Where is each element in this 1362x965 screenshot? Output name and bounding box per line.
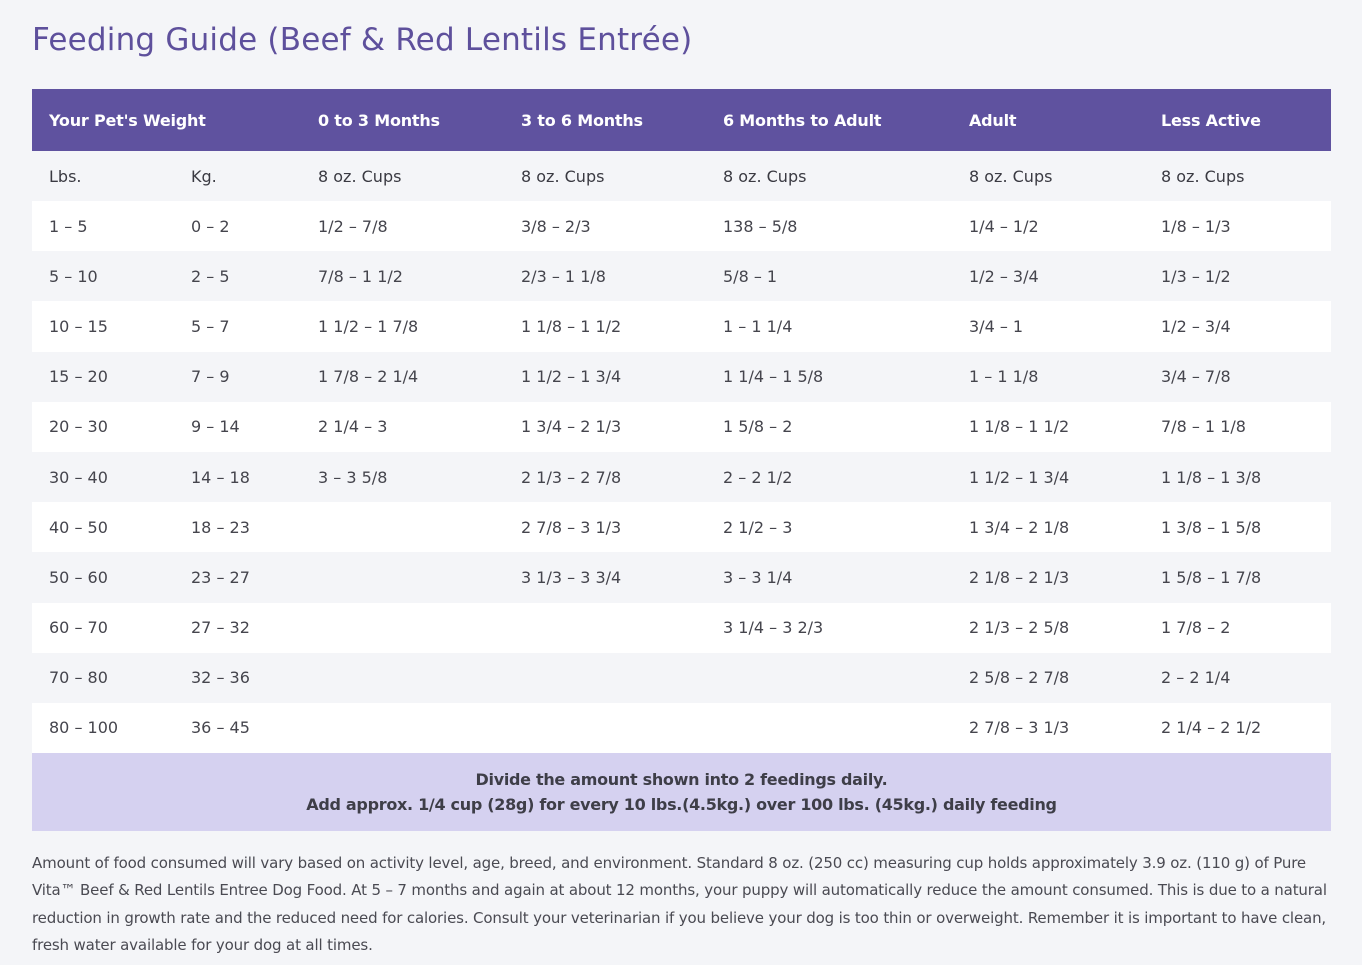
- less-active-cell: 1/3 – 1/2: [1144, 251, 1331, 301]
- unit-cups: 8 oz. Cups: [952, 151, 1144, 201]
- age-0-3-cell: [301, 502, 504, 552]
- kg-cell: 32 – 36: [174, 653, 301, 703]
- kg-cell: 0 – 2: [174, 201, 301, 251]
- table-row: [32, 703, 1331, 753]
- kg-cell: 14 – 18: [174, 452, 301, 502]
- kg-cell: 7 – 9: [174, 352, 301, 402]
- adult-cell: 2 1/3 – 2 5/8: [952, 603, 1144, 653]
- less-active-cell: 1 3/8 – 1 5/8: [1144, 502, 1331, 552]
- age-0-3-cell: 3 – 3 5/8: [301, 452, 504, 502]
- age-3-6-cell: 2 7/8 – 3 1/3: [504, 502, 706, 552]
- age-0-3-cell: [301, 603, 504, 653]
- age-6-adult-cell: 1 5/8 – 2: [706, 402, 952, 452]
- adult-cell: 1 1/2 – 1 3/4: [952, 452, 1144, 502]
- age-3-6-cell: 1 1/2 – 1 3/4: [504, 352, 706, 402]
- kg-cell: 18 – 23: [174, 502, 301, 552]
- footer-line-feedings: Divide the amount shown into 2 feedings daily.: [475, 770, 888, 790]
- feeding-note-paragraph: Amount of food consumed will vary based on activity level, age, breed, and environment. Standard 8 oz. (250 cc) measuring cup holds approximately 3.9 oz. (110 g) of Pure Vita™ Beef & Red Lentils Entree Dog Food. At 5 – 7 months and again at about 12 months, your puppy will automatically reduce the amount consumed. This is due to a natural reduction in growth rate and the reduced need for calories. Consult your veterinarian if you believe your dog is too thin or overweight. Remember it is important to have clean, fresh water available for your dog at all times.: [32, 854, 1327, 954]
- kg-cell: 9 – 14: [174, 402, 301, 452]
- less-active-cell: 3/4 – 7/8: [1144, 352, 1331, 402]
- less-active-cell: 2 – 2 1/4: [1144, 653, 1331, 703]
- kg-cell: 2 – 5: [174, 251, 301, 301]
- lbs-cell: 40 – 50: [32, 502, 174, 552]
- table-row: [32, 452, 1331, 502]
- age-0-3-cell: 1 7/8 – 2 1/4: [301, 352, 504, 402]
- age-6-adult-cell: 3 1/4 – 3 2/3: [706, 603, 952, 653]
- table-row: [32, 653, 1331, 703]
- lbs-cell: 30 – 40: [32, 452, 174, 502]
- feeding-guide-table: [32, 89, 1331, 831]
- age-0-3-cell: [301, 552, 504, 602]
- kg-cell: 36 – 45: [174, 703, 301, 753]
- less-active-cell: 1 7/8 – 2: [1144, 603, 1331, 653]
- lbs-cell: 70 – 80: [32, 653, 174, 703]
- table-footer-note: [32, 753, 1331, 831]
- age-0-3-cell: 1 1/2 – 1 7/8: [301, 301, 504, 351]
- header-6-months-to-adult: 6 Months to Adult: [706, 89, 952, 151]
- adult-cell: 2 1/8 – 2 1/3: [952, 552, 1144, 602]
- table-row: [32, 352, 1331, 402]
- unit-cups: 8 oz. Cups: [504, 151, 706, 201]
- table-header-row: [32, 89, 1331, 151]
- age-6-adult-cell: [706, 703, 952, 753]
- age-0-3-cell: [301, 653, 504, 703]
- less-active-cell: 7/8 – 1 1/8: [1144, 402, 1331, 452]
- table-row: [32, 402, 1331, 452]
- lbs-cell: 80 – 100: [32, 703, 174, 753]
- adult-cell: 2 7/8 – 3 1/3: [952, 703, 1144, 753]
- kg-cell: 5 – 7: [174, 301, 301, 351]
- age-6-adult-cell: 3 – 3 1/4: [706, 552, 952, 602]
- table-row: [32, 201, 1331, 251]
- lbs-cell: 1 – 5: [32, 201, 174, 251]
- age-3-6-cell: [504, 653, 706, 703]
- lbs-cell: 20 – 30: [32, 402, 174, 452]
- kg-cell: 27 – 32: [174, 603, 301, 653]
- page-title: Feeding Guide (Beef & Red Lentils Entrée): [32, 22, 693, 58]
- footer-line-extra: Add approx. 1/4 cup (28g) for every 10 lbs.(4.5kg.) over 100 lbs. (45kg.) daily feeding: [306, 795, 1057, 815]
- less-active-cell: 1/2 – 3/4: [1144, 301, 1331, 351]
- lbs-cell: 50 – 60: [32, 552, 174, 602]
- age-3-6-cell: [504, 703, 706, 753]
- less-active-cell: 1/8 – 1/3: [1144, 201, 1331, 251]
- unit-kg: Kg.: [174, 151, 301, 201]
- age-3-6-cell: 3/8 – 2/3: [504, 201, 706, 251]
- adult-cell: 1 – 1 1/8: [952, 352, 1144, 402]
- age-0-3-cell: 7/8 – 1 1/2: [301, 251, 504, 301]
- age-3-6-cell: 2 1/3 – 2 7/8: [504, 452, 706, 502]
- age-6-adult-cell: 1 1/4 – 1 5/8: [706, 352, 952, 402]
- less-active-cell: 1 5/8 – 1 7/8: [1144, 552, 1331, 602]
- age-3-6-cell: 2/3 – 1 1/8: [504, 251, 706, 301]
- header-adult: Adult: [952, 89, 1144, 151]
- table-row: [32, 603, 1331, 653]
- header-0-to-3-months: 0 to 3 Months: [301, 89, 504, 151]
- table-row: [32, 301, 1331, 351]
- age-0-3-cell: 2 1/4 – 3: [301, 402, 504, 452]
- lbs-cell: 15 – 20: [32, 352, 174, 402]
- adult-cell: 1/2 – 3/4: [952, 251, 1144, 301]
- lbs-cell: 10 – 15: [32, 301, 174, 351]
- unit-lbs: Lbs.: [32, 151, 174, 201]
- unit-cups: 8 oz. Cups: [706, 151, 952, 201]
- lbs-cell: 60 – 70: [32, 603, 174, 653]
- header-pet-weight: Your Pet's Weight: [32, 89, 174, 151]
- less-active-cell: 1 1/8 – 1 3/8: [1144, 452, 1331, 502]
- table-row: [32, 251, 1331, 301]
- age-3-6-cell: 3 1/3 – 3 3/4: [504, 552, 706, 602]
- unit-cups: 8 oz. Cups: [301, 151, 504, 201]
- less-active-cell: 2 1/4 – 2 1/2: [1144, 703, 1331, 753]
- adult-cell: 3/4 – 1: [952, 301, 1144, 351]
- lbs-cell: 5 – 10: [32, 251, 174, 301]
- units-row: [32, 151, 1331, 201]
- age-6-adult-cell: 2 – 2 1/2: [706, 452, 952, 502]
- age-3-6-cell: 1 1/8 – 1 1/2: [504, 301, 706, 351]
- kg-cell: 23 – 27: [174, 552, 301, 602]
- feeding-table: [32, 89, 1331, 753]
- age-6-adult-cell: 1 – 1 1/4: [706, 301, 952, 351]
- adult-cell: 1 1/8 – 1 1/2: [952, 402, 1144, 452]
- age-3-6-cell: [504, 603, 706, 653]
- table-row: [32, 552, 1331, 602]
- adult-cell: 1 3/4 – 2 1/8: [952, 502, 1144, 552]
- header-less-active: Less Active: [1144, 89, 1331, 151]
- age-6-adult-cell: [706, 653, 952, 703]
- age-3-6-cell: 1 3/4 – 2 1/3: [504, 402, 706, 452]
- adult-cell: 1/4 – 1/2: [952, 201, 1144, 251]
- adult-cell: 2 5/8 – 2 7/8: [952, 653, 1144, 703]
- age-0-3-cell: [301, 703, 504, 753]
- age-6-adult-cell: 2 1/2 – 3: [706, 502, 952, 552]
- age-6-adult-cell: 138 – 5/8: [706, 201, 952, 251]
- table-row: [32, 502, 1331, 552]
- age-6-adult-cell: 5/8 – 1: [706, 251, 952, 301]
- unit-cups: 8 oz. Cups: [1144, 151, 1331, 201]
- header-3-to-6-months: 3 to 6 Months: [504, 89, 706, 151]
- age-0-3-cell: 1/2 – 7/8: [301, 201, 504, 251]
